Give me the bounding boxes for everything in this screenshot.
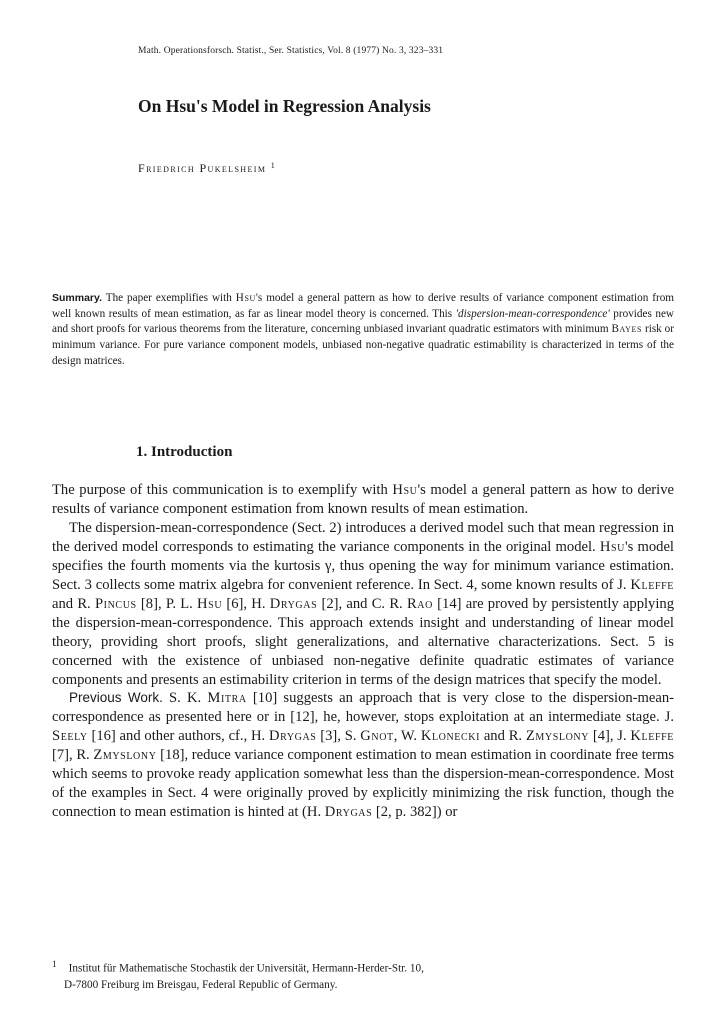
journal-reference: Math. Operationsforsch. Statist., Ser. Statistics, Vol. 8 (1977) No. 3, 323–331 [138,46,444,56]
text-span: [3], S. [316,728,361,745]
text-span: , W. [393,728,421,745]
text-span: [14] are proved by persistently applying the dispersion-mean-correspondence. This approach extends insight and understanding of linear model theory, providing short proofs, slight generalizations, and alternative characterizations. Sect. 5 is concerned with the existence of unbiased non-negative definite quadratic estimates of variance components and presents an estimability criterion in terms of the design matrices that specify the model. [52,595,674,688]
text-span: [10] suggests an approach that is very close to the dispersion-mean-correspondence as presented here or in [12], he, however, stops exploitation at an intermediate stage. J. [52,690,674,726]
intro-paragraph-3 [52,689,674,822]
text-span: and R. [52,595,95,612]
text-span: S. K. [162,690,208,707]
name-zmyslony: Zmyslony [525,728,590,745]
text-span: [2, p. 382]) or [372,804,458,821]
text-span: [6], H. [222,595,270,612]
name-hsu: Hsu [197,595,223,612]
summary-name-hsu: Hsu [235,292,256,304]
section-heading-introduction: 1. Introduction [136,444,233,460]
footnote-line-1 [52,957,674,977]
name-kleffe: Kleffe [630,576,674,593]
text-span: [18], reduce variance component estimation to mean estimation in coordinate free terms which seems to provoke ready application somewhat less than the dispersion-mean-correspondence. Most of the examples in Sect. 4 were originally proved by explicitly minimizing the risk function, though the connection to mean estimation is hinted at (H. [52,747,675,821]
name-klonecki: Klonecki [420,728,481,745]
name-gnot: Gnot [360,728,394,745]
text-span: [4], J. [589,728,631,745]
affiliation-footnote [52,957,674,993]
author-footnote-mark: 1 [270,161,275,170]
name-drygas: Drygas [324,804,373,821]
name-drygas: Drygas [268,728,317,745]
footnote-line-2: D-7800 Freiburg im Breisgau, Federal Republic of Germany. [64,978,338,991]
summary-label: Summary. [52,292,102,304]
name-kleffe: Kleffe [630,728,674,745]
text-span: [16] and other authors, cf., H. [87,728,269,745]
text-span: The purpose of this communication is to exemplify with [52,482,393,498]
text-span: [7], R. [52,747,94,764]
summary-name-bayes: Bayes [611,323,643,336]
name-hsu: Hsu [599,538,625,555]
summary-text-1: The paper exemplifies with [102,292,236,304]
intro-paragraph-1 [52,481,674,519]
text-span: [2], and C. R. [317,595,407,612]
summary-abstract [52,291,674,370]
name-pincus: Pincus [94,595,137,612]
author-name: Friedrich Pukelsheim [138,161,267,175]
previous-work-label: Previous Work. [69,690,163,706]
name-drygas: Drygas [269,595,318,612]
summary-text-2: 's model a general pattern as how to derive results of variance component estimation from well known results of mean estimation, as far as linear model theory is concerned. This [52,292,674,320]
summary-text-3: provides new and short proofs for various theorems from the literature, concerning unbiased invariant quadratic estimators with minimum [52,307,674,336]
text-span: 's model a general pattern as how to derive results of variance component estimation from known results of mean estimation. [52,482,674,517]
introduction-body [52,481,674,822]
text-span: and R. [480,728,526,745]
name-seely: Seely [52,728,88,745]
name-zmyslony: Zmyslony [93,747,157,764]
footnote-mark: 1 [52,960,57,970]
intro-paragraph-2 [52,519,674,690]
summary-dmc-term: 'dispersion-mean-correspondence' [455,307,610,320]
paper-title: On Hsu's Model in Regression Analysis [138,96,431,116]
text-span: [8], P. L. [136,595,198,612]
name-rao: Rao [406,595,433,612]
summary-text-4: risk or minimum variance. For pure variance component models, unbiased non-negative quadratic estimability is characterized in terms of the design matrices. [52,323,674,367]
footnote-text: Institut für Mathematische Stochastik der Universität, Hermann-Herder-Str. 10, [68,962,424,975]
text-span: The dispersion-mean-correspondence (Sect. 2) introduces a derived model such that mean regression in the derived model corresponds to estimating the variance components in the original model. [52,519,674,555]
name-mitra: Mitra [207,690,247,707]
text-span: 's model specifies the fourth moments via the kurtosis γ, thus opening the way for minimum variance estimation. Sect. 3 collects some matrix algebra for convenient reference. In Sect. 4, some known results of J. [52,538,674,593]
author-line [138,161,275,176]
name-hsu: Hsu [392,482,418,498]
